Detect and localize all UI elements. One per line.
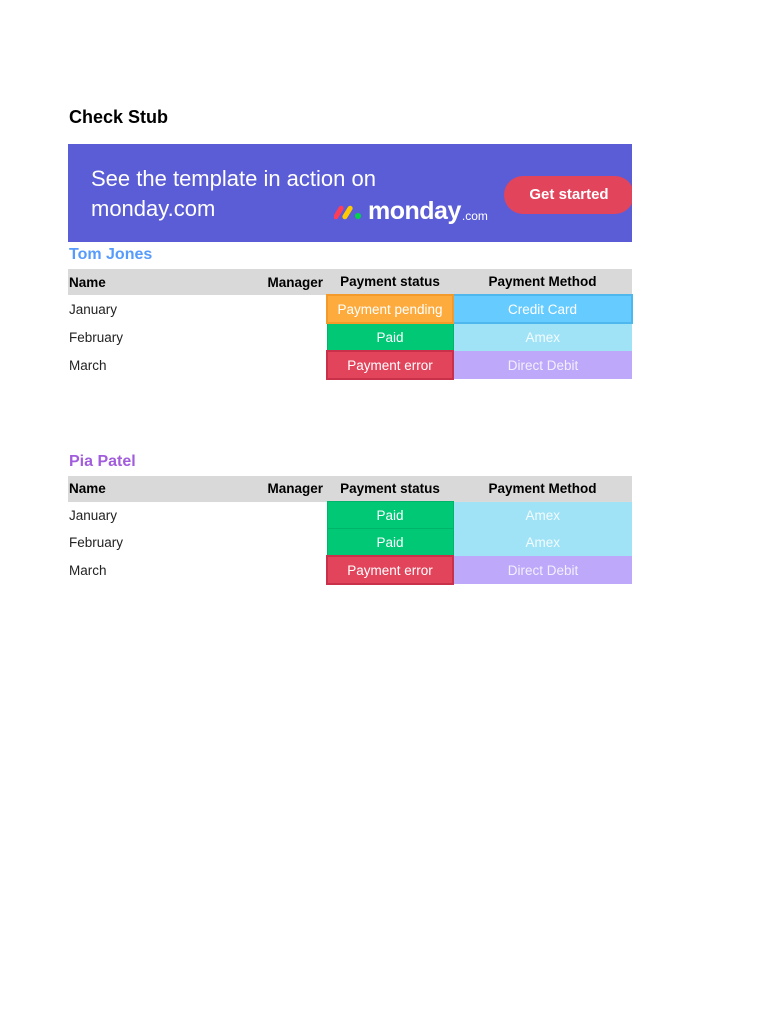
month-cell: March: [69, 562, 107, 578]
status-cell: Payment error: [327, 556, 453, 584]
manager-cell: [228, 556, 327, 584]
method-cell: Amex: [453, 323, 632, 351]
column-header-name: Name: [68, 269, 228, 295]
status-cell: Payment pending: [327, 295, 453, 323]
manager-cell: [228, 323, 327, 351]
document-title: Check Stub: [69, 107, 169, 127]
manager-cell: [228, 351, 327, 379]
table-header-row: [68, 269, 632, 295]
manager-cell: [228, 502, 327, 529]
month-cell: February: [69, 534, 124, 550]
status-cell: Payment error: [327, 351, 453, 379]
banner-line-1: See the template in action on: [91, 166, 376, 191]
employee-name: Tom Jones: [69, 246, 153, 263]
status-cell: Paid: [327, 502, 453, 529]
column-header-status: Payment status: [327, 476, 453, 502]
table-row: [68, 351, 632, 379]
logo-wordmark: monday: [368, 196, 461, 225]
banner-line-2: monday.com: [91, 196, 216, 221]
table-row: [68, 323, 632, 351]
monday-logo: [334, 196, 488, 226]
method-cell: Amex: [453, 502, 632, 529]
table-row: [68, 502, 632, 529]
method-cell: Credit Card: [453, 295, 632, 323]
payment-table: [68, 269, 633, 380]
method-cell: Direct Debit: [453, 351, 632, 379]
status-cell: Paid: [327, 529, 453, 557]
manager-cell: [228, 295, 327, 323]
manager-cell: [228, 529, 327, 557]
method-cell: Direct Debit: [453, 556, 632, 584]
status-cell: Paid: [327, 323, 453, 351]
table-row: [68, 295, 632, 323]
month-cell: January: [69, 301, 118, 317]
column-header-status: Payment status: [327, 269, 453, 295]
month-cell: February: [69, 329, 124, 345]
monday-promo-banner[interactable]: [68, 144, 632, 242]
table-row: [68, 529, 632, 557]
month-cell: March: [69, 357, 107, 373]
column-header-manager: Manager: [228, 269, 327, 295]
logo-suffix: .com: [461, 208, 488, 223]
month-cell: January: [69, 507, 118, 523]
column-header-name: Name: [68, 476, 228, 502]
payment-table: [68, 476, 632, 585]
table-row: [68, 556, 632, 584]
table-header-row: [68, 476, 632, 502]
monday-logo-icon: [334, 202, 364, 220]
column-header-manager: Manager: [228, 476, 327, 502]
column-header-method: Payment Method: [453, 269, 632, 295]
employee-name: Pia Patel: [69, 453, 136, 470]
column-header-method: Payment Method: [453, 476, 632, 502]
method-cell: Amex: [453, 529, 632, 557]
get-started-button[interactable]: Get started: [504, 176, 632, 214]
